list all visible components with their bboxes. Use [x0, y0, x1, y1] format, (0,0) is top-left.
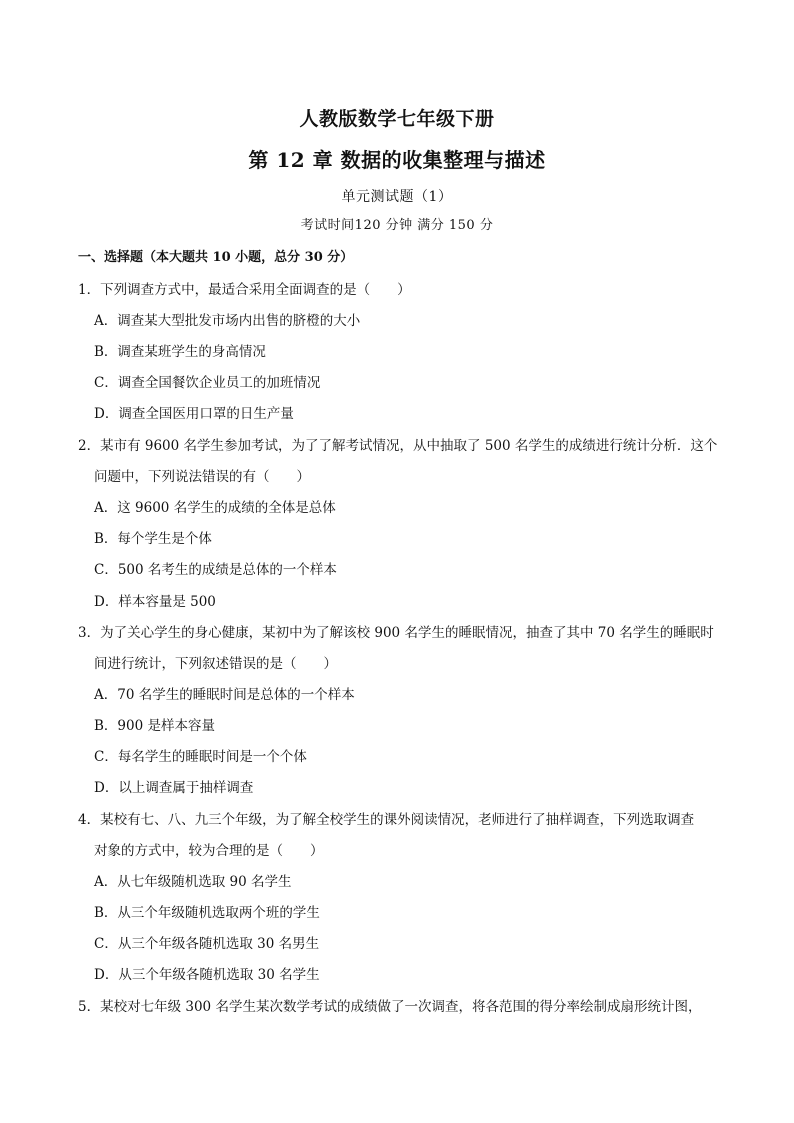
question-2-stem-cont: 问题中，下列说法错误的有（ ） — [94, 469, 310, 485]
question-1-option-b: B．调查某班学生的身高情况 — [94, 344, 266, 360]
section-heading: 一、选择题（本大题共 10 小题，总分 30 分） — [78, 250, 354, 265]
exam-info: 考试时间120 分钟 满分 150 分 — [300, 218, 494, 233]
chapter-title: 第 12 章 数据的收集整理与描述 — [248, 148, 546, 172]
question-3-option-d: D．以上调查属于抽样调查 — [94, 780, 254, 796]
question-2-stem: 2．某市有 9600 名学生参加考试，为了了解考试情况，从中抽取了 500 名学生的成绩进行统计分析．这个 — [78, 438, 718, 454]
question-2-option-a: A．这 9600 名学生的成绩的全体是总体 — [94, 500, 336, 516]
question-4-option-d: D．从三个年级各随机选取 30 名学生 — [94, 967, 320, 983]
question-3-option-c: C．每名学生的睡眠时间是一个个体 — [94, 749, 307, 765]
question-4-stem-cont: 对象的方式中，较为合理的是（ ） — [94, 843, 324, 859]
question-1-option-a: A．调查某大型批发市场内出售的脐橙的大小 — [94, 313, 361, 329]
question-1-option-d: D．调查全国医用口罩的日生产量 — [94, 406, 294, 422]
question-5-stem: 5．某校对七年级 300 名学生某次数学考试的成绩做了一次调查，将各范围的得分率绘制成扇形统计图， — [78, 999, 702, 1015]
test-subtitle: 单元测试题（1） — [341, 189, 453, 205]
question-3-stem-cont: 间进行统计，下列叙述错误的是（ ） — [94, 656, 337, 672]
question-4-option-a: A．从七年级随机选取 90 名学生 — [94, 874, 292, 890]
question-4-stem: 4．某校有七、八、九三个年级，为了解全校学生的课外阅读情况，老师进行了抽样调查，下列选取调查 — [78, 812, 695, 828]
question-1-option-c: C．调查全国餐饮企业员工的加班情况 — [94, 375, 321, 391]
question-3-option-a: A．70 名学生的睡眠时间是总体的一个样本 — [94, 687, 355, 703]
question-2-option-c: C．500 名考生的成绩是总体的一个样本 — [94, 562, 337, 578]
question-2-option-b: B．每个学生是个体 — [94, 531, 212, 547]
question-2-option-d: D．样本容量是 500 — [94, 594, 216, 610]
question-3-option-b: B．900 是样本容量 — [94, 718, 215, 734]
question-4-option-c: C．从三个年级各随机选取 30 名男生 — [94, 936, 320, 952]
document-title: 人教版数学七年级下册 — [299, 108, 495, 130]
question-3-stem: 3．为了关心学生的身心健康，某初中为了解该校 900 名学生的睡眠情况，抽查了其中 70 名学生的睡眠时 — [78, 625, 714, 641]
question-1-stem: 1．下列调查方式中，最适合采用全面调查的是（ ） — [78, 282, 411, 298]
question-4-option-b: B．从三个年级随机选取两个班的学生 — [94, 905, 320, 921]
